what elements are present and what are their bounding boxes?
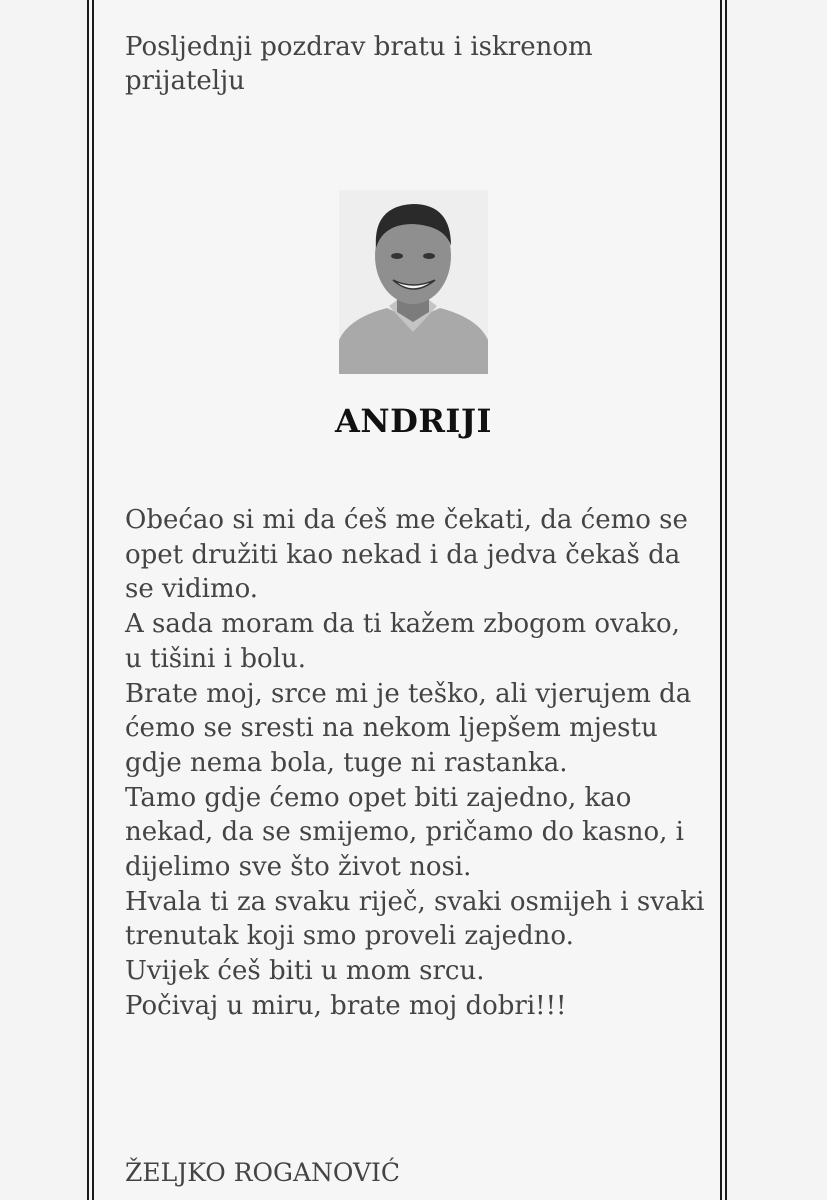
message-line: opet družiti kao nekad i da jedva čekaš da (125, 539, 681, 570)
left-eye-shape (391, 253, 403, 259)
farewell-message (125, 503, 715, 1024)
message-line: u tišini i bolu. (125, 643, 306, 674)
intro-text (125, 30, 685, 98)
message-line: Hvala ti za svaku riječ, svaki osmijeh i svaki (125, 886, 705, 917)
message-line: Brate moj, srce mi je teško, ali vjerujem da (125, 678, 692, 709)
right-eye-shape (423, 253, 435, 259)
message-line: Obećao si mi da ćeš me čekati, da ćemo se (125, 505, 688, 535)
message-line: ćemo se sresti na nekom ljepšem mjestu (125, 713, 658, 744)
message-line: Uvijek ćeš biti u mom srcu. (125, 956, 485, 987)
portrait-photo (339, 190, 488, 374)
intro-line: Posljednji pozdrav bratu i iskrenom (125, 32, 593, 62)
message-line: A sada moram da ti kažem zbogom ovako, (125, 609, 680, 640)
deceased-name: ANDRIJI (335, 402, 492, 440)
intro-line: prijatelju (125, 66, 245, 96)
message-line: Počivaj u miru, brate moj dobri!!! (125, 990, 567, 1021)
signature: ŽELJKO ROGANOVIĆ (125, 1158, 401, 1187)
message-line: Tamo gdje ćemo opet biti zajedno, kao (125, 782, 632, 813)
message-line: gdje nema bola, tuge ni rastanka. (125, 747, 568, 778)
portrait-icon (339, 190, 488, 374)
message-line: se vidimo. (125, 574, 259, 605)
message-line: dijelimo sve što život nosi. (125, 852, 472, 883)
message-line: nekad, da se smijemo, pričamo do kasno, i (125, 817, 684, 848)
message-line: trenutak koji smo proveli zajedno. (125, 921, 574, 952)
